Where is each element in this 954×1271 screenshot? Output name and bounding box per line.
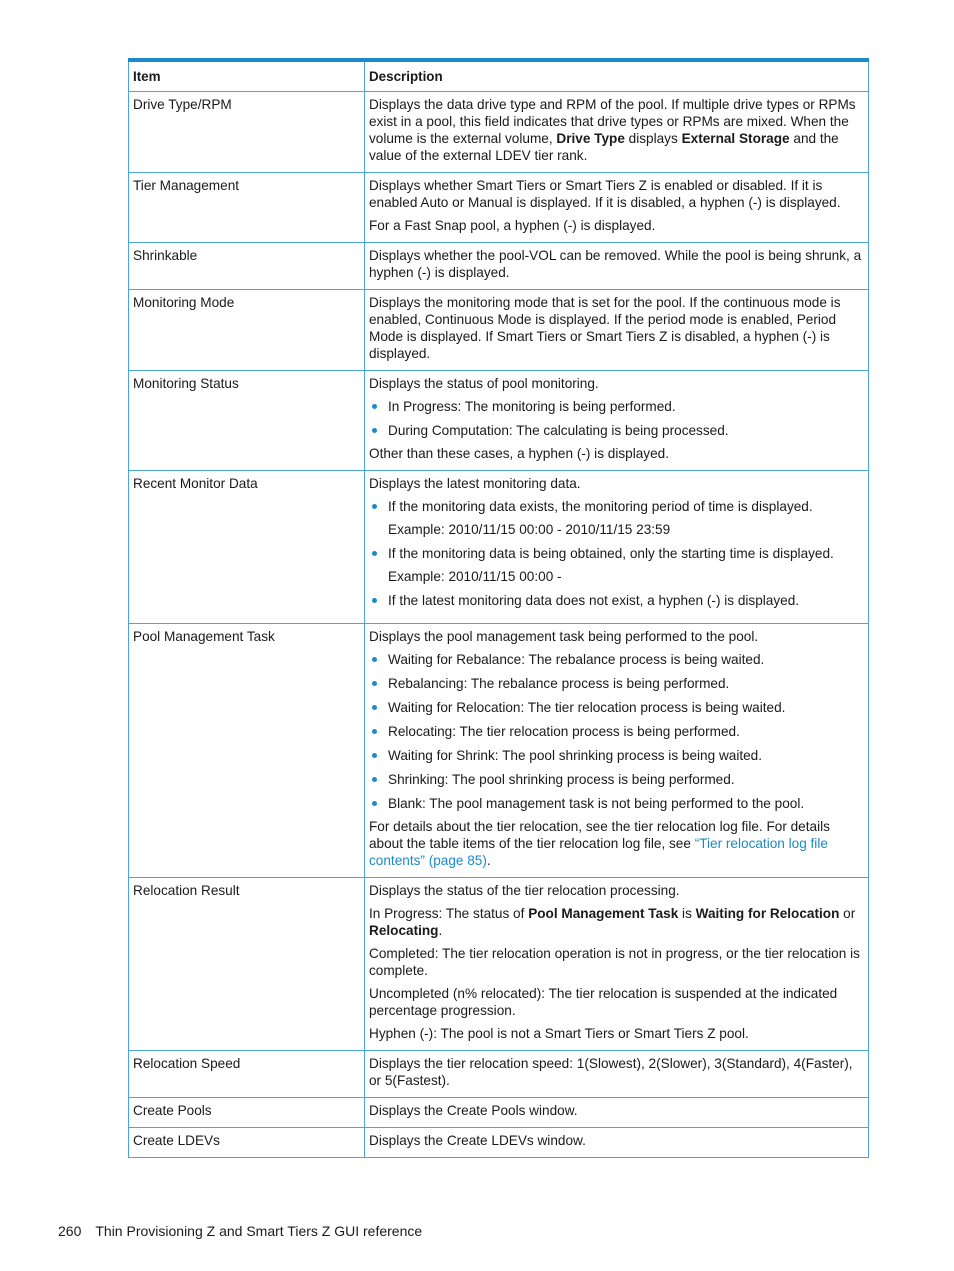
bullet-list	[369, 498, 864, 609]
text-run: .	[486, 853, 491, 868]
text-run: Displays the data drive type and RPM of the pool. If multiple drive types or RPMs exist in a pool, this field indicates that drive types or RPMs are mixed. When the volume is the external volume,	[369, 97, 856, 146]
description-paragraph: Displays the status of pool monitoring.	[369, 376, 599, 391]
footer-title: Thin Provisioning Z and Smart Tiers Z GUI reference	[95, 1223, 423, 1239]
item-cell: Recent Monitor Data	[129, 471, 365, 624]
bold-term: External Storage	[681, 131, 790, 146]
table-row	[129, 92, 869, 173]
text-run: .	[438, 923, 443, 938]
description-paragraph	[369, 905, 864, 939]
description-cell	[365, 1098, 869, 1128]
bullet-item	[369, 498, 864, 538]
text-run: In Progress: The status of	[369, 906, 529, 921]
page-number: 260	[58, 1223, 82, 1239]
description-paragraph: Displays the pool management task being performed to the pool.	[369, 629, 759, 644]
bold-term: Drive Type	[556, 131, 625, 146]
bullet-item: Rebalancing: The rebalance process is being performed.	[369, 675, 864, 692]
table-row	[129, 371, 869, 471]
description-paragraph: Other than these cases, a hyphen (-) is displayed.	[369, 446, 669, 461]
description-cell	[365, 371, 869, 471]
table-row	[129, 173, 869, 243]
page-footer	[58, 1223, 422, 1239]
column-header-item: Item	[129, 60, 365, 92]
description-cell	[365, 290, 869, 371]
example-text: Example: 2010/11/15 00:00 -	[388, 569, 562, 584]
item-cell: Relocation Result	[129, 878, 365, 1051]
item-cell: Drive Type/RPM	[129, 92, 365, 173]
text-run: For details about the tier relocation, see the tier relocation log file. For details about the table items of the tier relocation log file, see	[369, 819, 830, 851]
bullet-item: Relocating: The tier relocation process is being performed.	[369, 723, 864, 740]
description-cell	[365, 1051, 869, 1098]
table-header-row	[129, 60, 869, 92]
item-cell: Create Pools	[129, 1098, 365, 1128]
table-row	[129, 471, 869, 624]
bullet-item: Waiting for Rebalance: The rebalance process is being waited.	[369, 651, 864, 668]
description-paragraph: Uncompleted (n% relocated): The tier relocation is suspended at the indicated percentage progression.	[369, 986, 838, 1018]
table-row	[129, 1098, 869, 1128]
column-header-description: Description	[365, 60, 869, 92]
table-row	[129, 290, 869, 371]
cross-reference-link[interactable]: “Tier relocation log file contents” (page 85)	[369, 836, 828, 868]
item-cell: Shrinkable	[129, 243, 365, 290]
bullet-item: Blank: The pool management task is not being performed to the pool.	[369, 795, 864, 812]
description-paragraph: For a Fast Snap pool, a hyphen (-) is displayed.	[369, 218, 656, 233]
bullet-text: If the monitoring data is being obtained, only the starting time is displayed.	[388, 546, 834, 561]
item-cell: Create LDEVs	[129, 1128, 365, 1158]
description-paragraph: Displays whether the pool-VOL can be removed. While the pool is being shrunk, a hyphen (-) is displayed.	[369, 248, 862, 280]
text-run: or	[839, 906, 856, 921]
example-text: Example: 2010/11/15 00:00 - 2010/11/15 23:59	[388, 522, 671, 537]
description-paragraph: Completed: The tier relocation operation is not in progress, or the tier relocation is complete.	[369, 946, 860, 978]
description-cell	[365, 878, 869, 1051]
description-cell	[365, 173, 869, 243]
text-run: displays	[624, 131, 682, 146]
item-cell: Monitoring Status	[129, 371, 365, 471]
item-cell: Relocation Speed	[129, 1051, 365, 1098]
description-paragraph: Displays the tier relocation speed: 1(Slowest), 2(Slower), 3(Standard), 4(Faster), or 5(Fastest).	[369, 1056, 853, 1088]
bold-term: Waiting for Relocation	[695, 906, 840, 921]
table-row	[129, 878, 869, 1051]
item-cell: Pool Management Task	[129, 624, 365, 878]
description-cell	[365, 471, 869, 624]
description-paragraph: Displays whether Smart Tiers or Smart Tiers Z is enabled or disabled. If it is enabled Auto or Manual is displayed. If it is disabled, a hyphen (-) is displayed.	[369, 178, 841, 210]
description-cell	[365, 243, 869, 290]
bullet-item: Waiting for Relocation: The tier relocation process is being waited.	[369, 699, 864, 716]
reference-table	[128, 58, 869, 1158]
description-cell	[365, 624, 869, 878]
bullet-item	[369, 545, 864, 585]
bullet-list	[369, 651, 864, 812]
description-paragraph: Displays the status of the tier relocation processing.	[369, 883, 680, 898]
bullet-item: During Computation: The calculating is being processed.	[369, 422, 864, 439]
bold-term: Relocating	[369, 923, 439, 938]
item-cell: Monitoring Mode	[129, 290, 365, 371]
table-row	[129, 243, 869, 290]
bullet-item: If the latest monitoring data does not exist, a hyphen (-) is displayed.	[369, 592, 864, 609]
bullet-item: Waiting for Shrink: The pool shrinking process is being waited.	[369, 747, 864, 764]
bullet-list	[369, 398, 864, 439]
item-cell: Tier Management	[129, 173, 365, 243]
table-row	[129, 624, 869, 878]
description-paragraph: Displays the Create LDEVs window.	[369, 1133, 586, 1148]
description-paragraph	[369, 96, 864, 164]
table-row	[129, 1051, 869, 1098]
description-paragraph: Hyphen (-): The pool is not a Smart Tiers or Smart Tiers Z pool.	[369, 1026, 749, 1041]
description-paragraph: Displays the latest monitoring data.	[369, 476, 581, 491]
table-row	[129, 1128, 869, 1158]
description-paragraph	[369, 818, 864, 869]
text-run: and the value of the external LDEV tier rank.	[369, 131, 839, 163]
description-cell	[365, 1128, 869, 1158]
bullet-item: Shrinking: The pool shrinking process is being performed.	[369, 771, 864, 788]
description-cell	[365, 92, 869, 173]
bullet-text: If the monitoring data exists, the monitoring period of time is displayed.	[388, 499, 813, 514]
bullet-item: In Progress: The monitoring is being performed.	[369, 398, 864, 415]
bold-term: Pool Management Task	[528, 906, 679, 921]
text-run: is	[678, 906, 696, 921]
description-paragraph: Displays the Create Pools window.	[369, 1103, 578, 1118]
description-paragraph: Displays the monitoring mode that is set for the pool. If the continuous mode is enabled, Continuous Mode is displayed. If the period mode is enabled, Period Mode is displayed. If Smart Tiers or Smart Tiers Z is disabled, a hyphen (-) is displayed.	[369, 295, 841, 361]
